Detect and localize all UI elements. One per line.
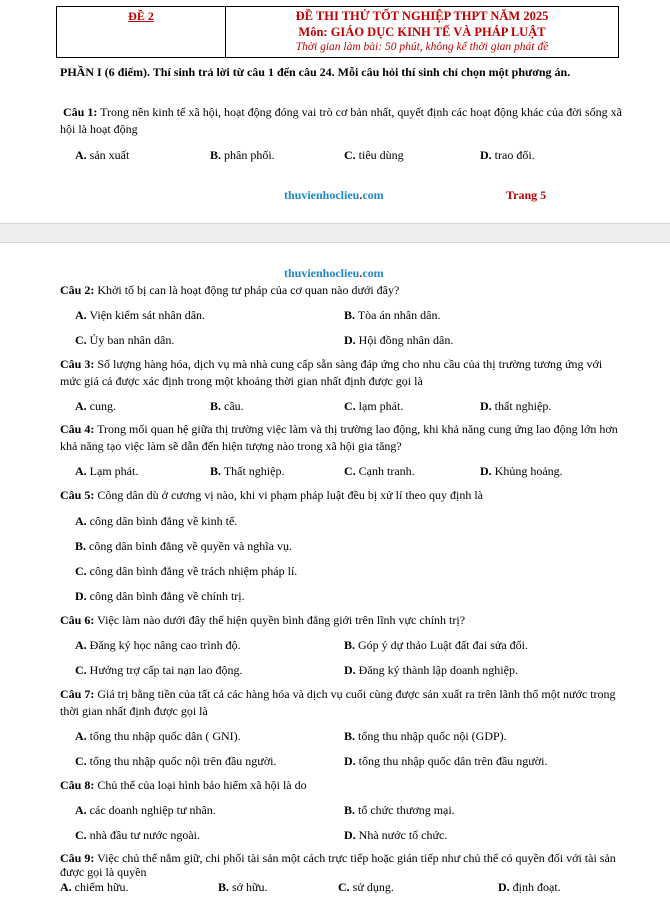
option-2d: D. Hội đồng nhân dân. xyxy=(344,333,454,347)
option-6b: B. Góp ý dự thảo Luật đất đai sửa đổi. xyxy=(344,638,528,652)
option-3c: C. lạm phát. xyxy=(344,399,404,413)
site-watermark-footer: thuvienhoclieu.com xyxy=(284,188,384,202)
option-8a: A. các doanh nghiệp tư nhân. xyxy=(75,803,216,817)
option-5c: C. công dân bình đẳng về trách nhiệm pháp lí. xyxy=(75,564,298,578)
option-3b: B. cầu. xyxy=(210,399,244,413)
question-3: Câu 3: Số lượng hàng hóa, dịch vụ mà nhà cung cấp sẵn sàng đáp ứng cho nhu cầu của thị trường tương ứng với mức giá cả được xác định trong một khoảng thời gian nhất định được gọi là xyxy=(60,357,603,388)
question-6: Câu 6: Việc làm nào dưới đây thể hiện quyền bình đẳng giới trên lĩnh vực chính trị? xyxy=(60,613,466,627)
question-text: Trong nền kinh tế xã hội, hoạt động đóng vai trò cơ bản nhất, quyết định các hoạt động khác của đời sống xã hội là hoạt động xyxy=(60,105,622,136)
exam-time: Thời gian làm bài: 50 phút, không kể thời gian phát đề xyxy=(295,41,549,53)
exam-header xyxy=(56,6,619,58)
option-7b: B. tổng thu nhập quốc nội (GDP). xyxy=(344,729,507,743)
option-7d: D. tổng thu nhập quốc dân trên đầu người. xyxy=(344,754,548,768)
question-5: Câu 5: Công dân dù ở cương vị nào, khi vi phạm pháp luật đều bị xử lí theo quy định là xyxy=(60,488,483,502)
option-1c: C. tiêu dùng xyxy=(344,148,404,162)
option-2b: B. Tòa án nhân dân. xyxy=(344,308,441,322)
option-8c: C. nhà đầu tư nước ngoài. xyxy=(75,828,200,842)
exam-subject: Môn: GIÁO DỤC KINH TẾ VÀ PHÁP LUẬT xyxy=(298,25,546,39)
option-5d: D. công dân bình đẳng về chính trị. xyxy=(75,589,245,603)
option-7c: C. tổng thu nhập quốc nội trên đầu người. xyxy=(75,754,277,768)
option-4b: B. Thất nghiệp. xyxy=(210,464,285,478)
site-watermark-header: thuvienhoclieu.com xyxy=(284,266,384,280)
option-6c: C. Hưởng trợ cấp tai nạn lao động. xyxy=(75,663,243,677)
option-6d: D. Đăng ký thành lập doanh nghiệp. xyxy=(344,663,518,677)
exam-code: ĐỀ 2 xyxy=(128,9,154,23)
question-label: Câu 1: xyxy=(63,105,98,119)
option-9a: A. chiếm hữu. xyxy=(60,880,129,894)
page-break xyxy=(0,223,670,243)
option-1a: A. sản xuất xyxy=(75,148,130,162)
option-4a: A. Lạm phát. xyxy=(75,464,139,478)
option-6a: A. Đăng ký học nâng cao trình độ. xyxy=(75,638,241,652)
option-4c: C. Cạnh tranh. xyxy=(344,464,415,478)
question-7: Câu 7: Giá trị bằng tiền của tất cả các hàng hóa và dịch vụ cuối cùng được sản xuất ra trên lãnh thổ một nước trong thời gian nhất định được gọi là xyxy=(60,687,616,718)
question-1 xyxy=(60,104,625,138)
question-8: Câu 8: Chủ thể của loại hình bảo hiểm xã hội là do xyxy=(60,778,307,792)
option-3d: D. thất nghiệp. xyxy=(480,399,552,413)
question-2: Câu 2: Khởi tố bị can là hoạt động tư pháp của cơ quan nào dưới đây? xyxy=(60,283,400,297)
option-9b: B. sở hữu. xyxy=(218,880,268,894)
option-7a: A. tổng thu nhập quốc dân ( GNI). xyxy=(75,729,241,743)
option-8d: D. Nhà nước tổ chức. xyxy=(344,828,448,842)
page-number: Trang 5 xyxy=(506,188,547,202)
option-3a: A. cung. xyxy=(75,399,116,413)
option-2a: A. Viện kiểm sát nhân dân. xyxy=(75,308,206,322)
option-8b: B. tổ chức thương mại. xyxy=(344,803,455,817)
option-5a: A. công dân bình đẳng về kinh tế. xyxy=(75,514,238,528)
option-2c: C. Ủy ban nhân dân. xyxy=(75,333,175,347)
option-1d: D. trao đổi. xyxy=(480,148,535,162)
option-1b: B. phân phối. xyxy=(210,148,275,162)
option-5b: B. công dân bình đẳng về quyền và nghĩa vụ. xyxy=(75,539,292,553)
exam-title-block xyxy=(226,9,618,55)
option-9d: D. định đoạt. xyxy=(498,880,561,894)
exam-title: ĐỀ THI THỬ TỐT NGHIỆP THPT NĂM 2025 xyxy=(295,9,549,23)
option-9c: C. sử dụng. xyxy=(338,880,394,894)
question-4: Câu 4: Trong mối quan hệ giữa thị trường việc làm và thị trường lao động, khi khả năng cung ứng lao động lớn hơn khả năng tạo việc làm sẽ dẫn đến hiện tượng nào trong xã hội gia tăng? xyxy=(60,422,618,453)
option-4d: D. Khủng hoảng. xyxy=(480,464,563,478)
part1-heading: PHẦN I (6 điểm). Thí sinh trả lời từ câu 1 đến câu 24. Mỗi câu hỏi thí sinh chỉ chọn một phương án. xyxy=(60,65,571,79)
question-9: Câu 9: Việc chủ thể nắm giữ, chi phối tài sản một cách trực tiếp hoặc gián tiếp như chủ thể có quyền đối với tài sản được gọi là quyền xyxy=(60,851,616,879)
